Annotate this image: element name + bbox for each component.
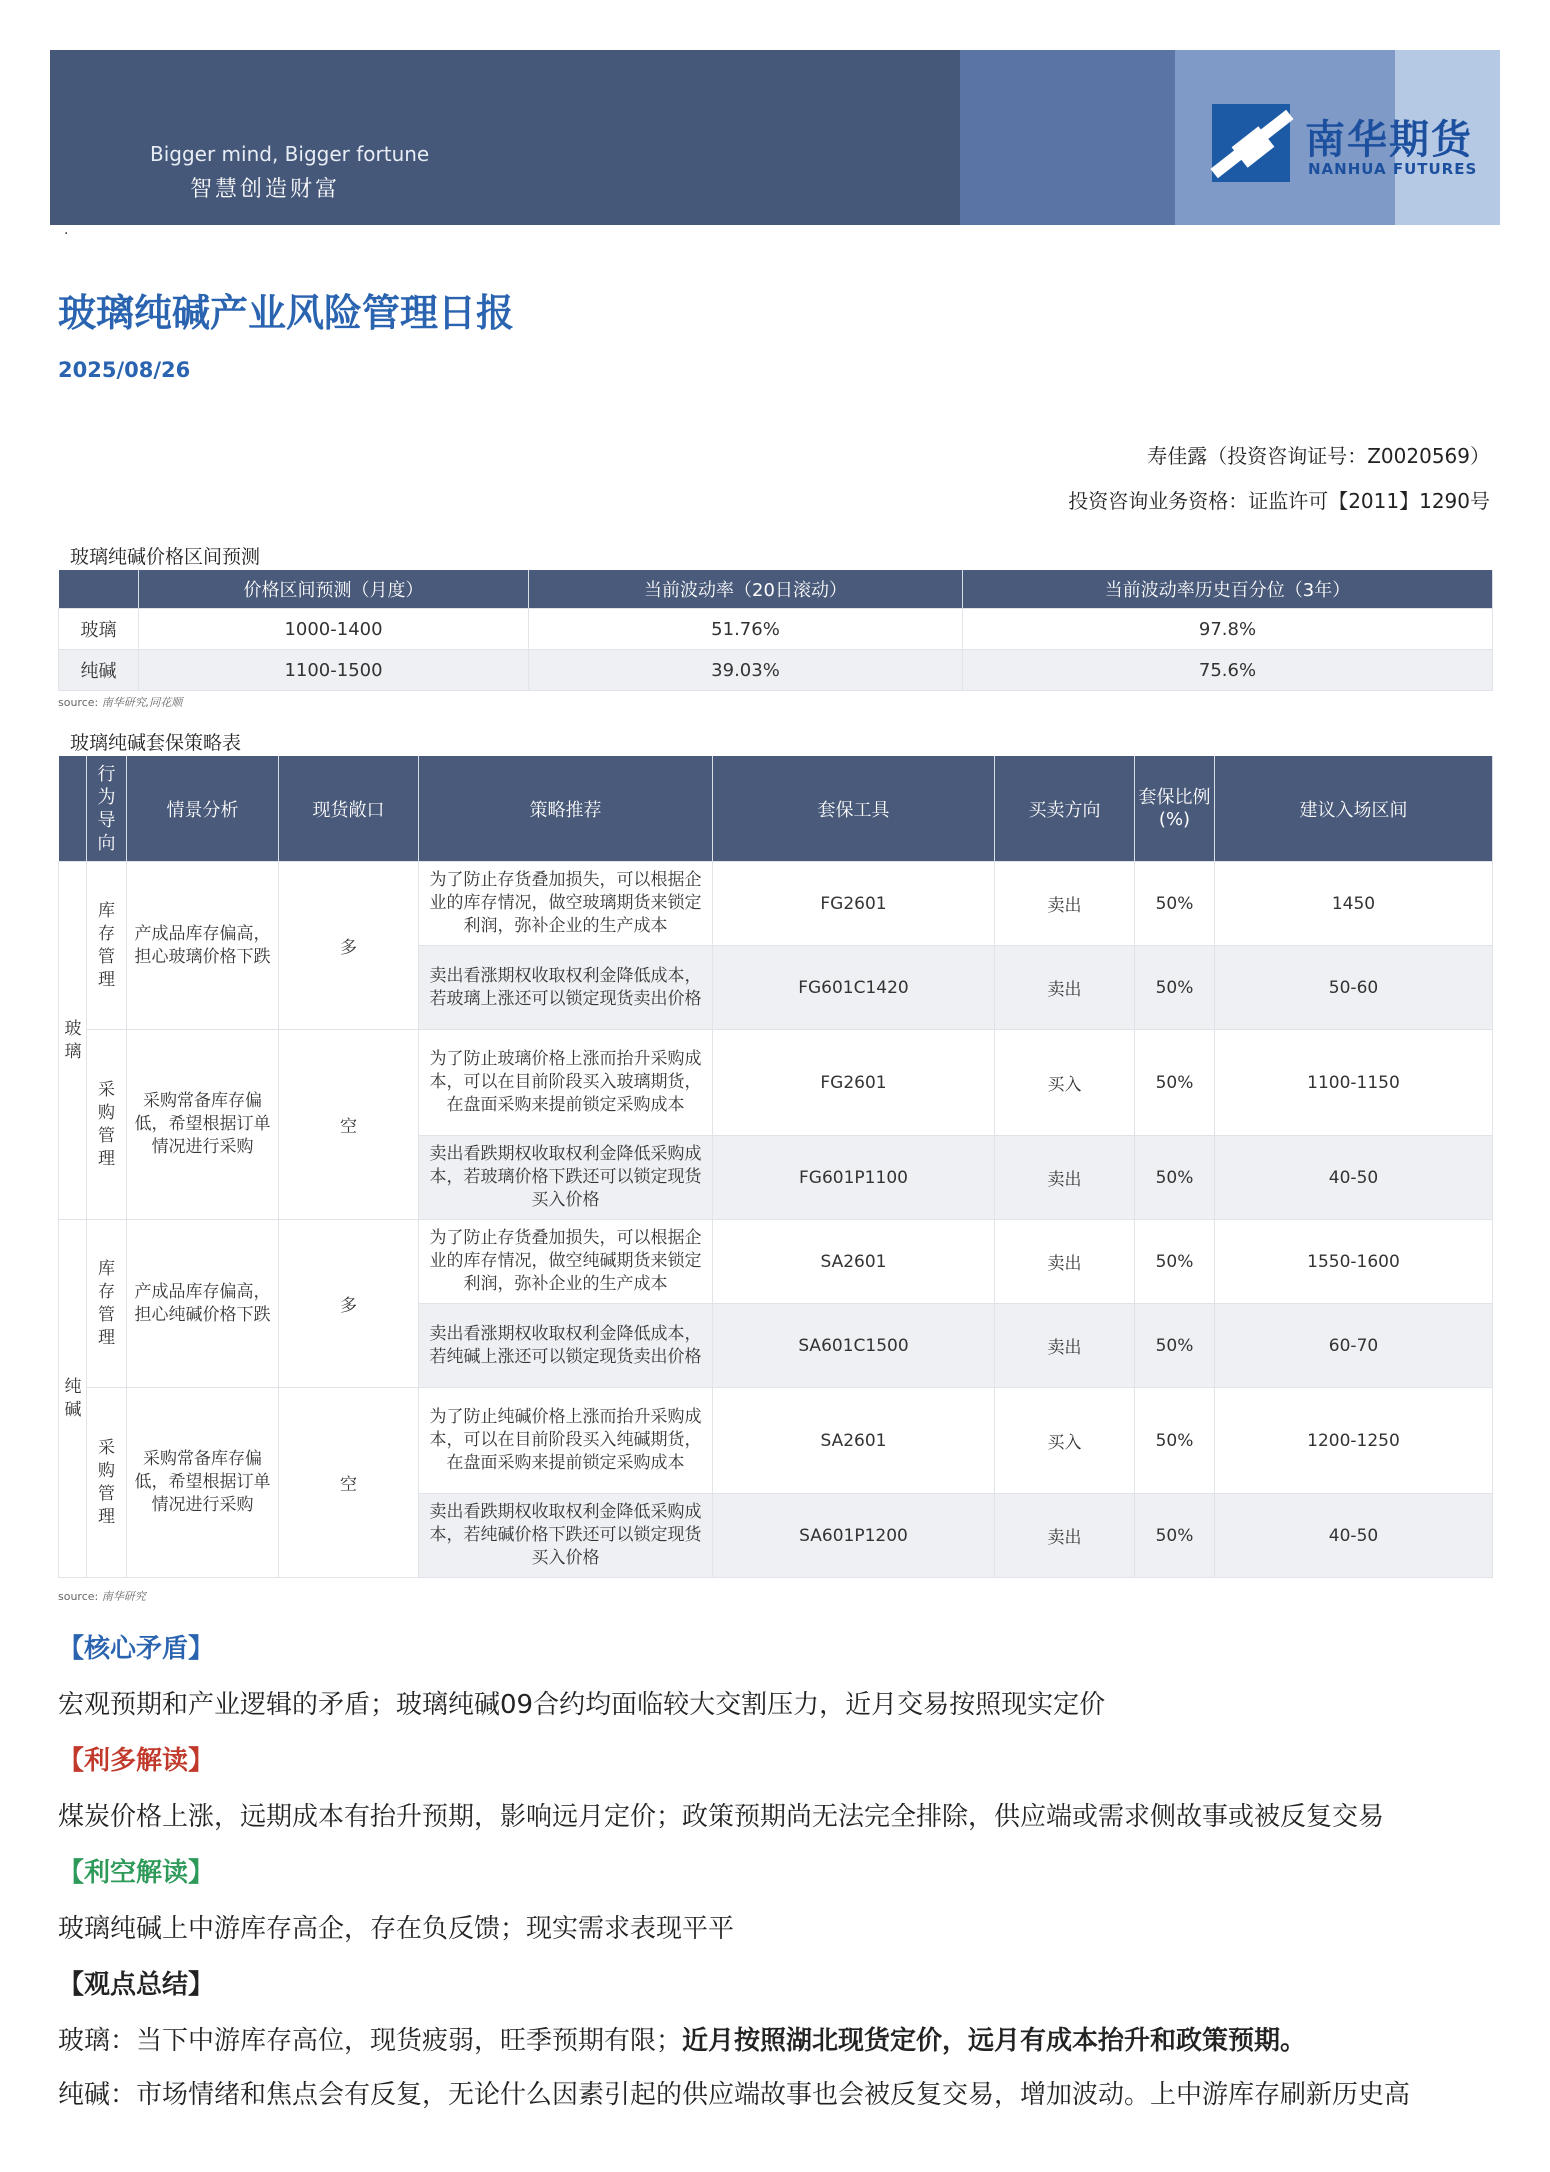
exposure-cell: 多: [279, 862, 419, 1030]
table-header: 行为导向: [87, 756, 127, 862]
behavior-cell: 库存管理: [87, 1220, 127, 1388]
tool-cell: SA601C1500: [713, 1304, 995, 1388]
table-header: 情景分析: [127, 756, 279, 862]
scenario-cell: 产成品库存偏高，担心玻璃价格下跌: [127, 862, 279, 1030]
hedge-strategy-table: [58, 756, 1493, 1578]
table-row: [59, 862, 1493, 946]
scenario-cell: 采购常备库存偏低，希望根据订单情况进行采购: [127, 1030, 279, 1220]
exposure-cell: 多: [279, 1220, 419, 1388]
table-header: 套保比例(%): [1135, 756, 1215, 862]
ratio-cell: 50%: [1135, 1494, 1215, 1578]
logo-text-cn: 南华期货: [1305, 117, 1473, 163]
table-header: [59, 570, 139, 609]
table-header: 策略推荐: [419, 756, 713, 862]
percentile-cell: 97.8%: [963, 609, 1493, 650]
row-label: 玻璃: [59, 609, 139, 650]
tool-cell: FG601C1420: [713, 946, 995, 1030]
tool-cell: SA601P1200: [713, 1494, 995, 1578]
slogan-en: Bigger mind, Bigger fortune: [150, 142, 430, 166]
logo-text-en: NANHUA FUTURES: [1308, 160, 1478, 178]
entry-cell: 40-50: [1215, 1494, 1493, 1578]
ratio-cell: 50%: [1135, 1388, 1215, 1494]
entry-cell: 1100-1150: [1215, 1030, 1493, 1136]
entry-cell: 60-70: [1215, 1304, 1493, 1388]
header-banner: [50, 50, 1500, 225]
scenario-cell: 采购常备库存偏低，希望根据订单情况进行采购: [127, 1388, 279, 1578]
price-table-source: source: 南华研究,同花顺: [58, 696, 183, 709]
row-label: 纯碱: [59, 650, 139, 691]
table-header: [59, 756, 87, 862]
strategy-cell: 为了防止玻璃价格上涨而抬升采购成本，可以在目前阶段买入玻璃期货，在盘面采购来提前锁定采购成本: [419, 1030, 713, 1136]
price-table-caption: 玻璃纯碱价格区间预测: [70, 546, 261, 568]
table-row: [59, 650, 1493, 691]
table-header: 建议入场区间: [1215, 756, 1493, 862]
slogan-cn: 智慧创造财富: [190, 177, 341, 202]
tool-cell: FG601P1100: [713, 1136, 995, 1220]
price-range-cell: 1100-1500: [139, 650, 529, 691]
bullish-text: 煤炭价格上涨，远期成本有抬升预期，影响远月定价；政策预期尚无法完全排除，供应端或需求侧故事或被反复交易: [58, 1802, 1385, 1832]
core-conflict-text: 宏观预期和产业逻辑的矛盾；玻璃纯碱09合约均面临较大交割压力，近月交易按照现实定价: [58, 1690, 1106, 1720]
direction-cell: 卖出: [995, 1220, 1135, 1304]
tool-cell: SA2601: [713, 1220, 995, 1304]
product-cell: 玻璃: [59, 862, 87, 1220]
strategy-cell: 为了防止纯碱价格上涨而抬升采购成本，可以在目前阶段买入纯碱期货，在盘面采购来提前锁定采购成本: [419, 1388, 713, 1494]
ratio-cell: 50%: [1135, 862, 1215, 946]
report-title: 玻璃纯碱产业风险管理日报: [58, 291, 515, 335]
table-row: [59, 1388, 1493, 1494]
entry-cell: 50-60: [1215, 946, 1493, 1030]
behavior-cell: 采购管理: [87, 1388, 127, 1578]
nanhua-logo-icon: [1212, 104, 1290, 182]
table-header: 现货敞口: [279, 756, 419, 862]
strategy-cell: 卖出看跌期权收取权利金降低采购成本，若纯碱价格下跌还可以锁定现货买入价格: [419, 1494, 713, 1578]
table-header: 价格区间预测（月度）: [139, 570, 529, 609]
strategy-cell: 为了防止存货叠加损失，可以根据企业的库存情况，做空纯碱期货来锁定利润，弥补企业的生产成本: [419, 1220, 713, 1304]
tool-cell: FG2601: [713, 862, 995, 946]
product-cell: 纯碱: [59, 1220, 87, 1578]
license-line: 投资咨询业务资格：证监许可【2011】1290号: [1068, 489, 1490, 513]
direction-cell: 买入: [995, 1030, 1135, 1136]
dot-marker: ·: [64, 226, 69, 242]
price-range-cell: 1000-1400: [139, 609, 529, 650]
volatility-cell: 51.76%: [529, 609, 963, 650]
ratio-cell: 50%: [1135, 1304, 1215, 1388]
direction-cell: 卖出: [995, 1136, 1135, 1220]
table-row: [59, 1220, 1493, 1304]
ratio-cell: 50%: [1135, 1220, 1215, 1304]
entry-cell: 1200-1250: [1215, 1388, 1493, 1494]
strategy-cell: 卖出看涨期权收取权利金降低成本，若纯碱上涨还可以锁定现货卖出价格: [419, 1304, 713, 1388]
summary-heading: 【观点总结】: [58, 1970, 215, 2000]
scenario-cell: 产成品库存偏高，担心纯碱价格下跌: [127, 1220, 279, 1388]
bearish-text: 玻璃纯碱上中游库存高企，存在负反馈；现实需求表现平平: [58, 1914, 735, 1944]
price-range-table: [58, 570, 1493, 691]
behavior-cell: 采购管理: [87, 1030, 127, 1220]
author-line: 寿佳露（投资咨询证号：Z0020569）: [1147, 444, 1490, 468]
table-header: 套保工具: [713, 756, 995, 862]
direction-cell: 买入: [995, 1388, 1135, 1494]
hedge-table-caption: 玻璃纯碱套保策略表: [70, 732, 242, 754]
summary-soda: 纯碱：市场情绪和焦点会有反复，无论什么因素引起的供应端故事也会被反复交易，增加波动。上中游库存刷新历史高: [58, 2080, 1411, 2110]
bearish-heading: 【利空解读】: [58, 1858, 215, 1888]
direction-cell: 卖出: [995, 862, 1135, 946]
hedge-table-source: source: 南华研究: [58, 1590, 146, 1603]
table-header: 当前波动率历史百分位（3年）: [963, 570, 1493, 609]
behavior-cell: 库存管理: [87, 862, 127, 1030]
entry-cell: 40-50: [1215, 1136, 1493, 1220]
volatility-cell: 39.03%: [529, 650, 963, 691]
direction-cell: 卖出: [995, 1494, 1135, 1578]
tool-cell: SA2601: [713, 1388, 995, 1494]
report-date: 2025/08/26: [58, 358, 191, 382]
percentile-cell: 75.6%: [963, 650, 1493, 691]
ratio-cell: 50%: [1135, 1136, 1215, 1220]
entry-cell: 1550-1600: [1215, 1220, 1493, 1304]
summary-glass: 玻璃：当下中游库存高位，现货疲弱，旺季预期有限；近月按照湖北现货定价，远月有成本抬升和政策预期。: [58, 2026, 1307, 2056]
exposure-cell: 空: [279, 1030, 419, 1220]
strategy-cell: 卖出看涨期权收取权利金降低成本，若玻璃上涨还可以锁定现货卖出价格: [419, 946, 713, 1030]
tool-cell: FG2601: [713, 1030, 995, 1136]
strategy-cell: 卖出看跌期权收取权利金降低采购成本，若玻璃价格下跌还可以锁定现货买入价格: [419, 1136, 713, 1220]
core-conflict-heading: 【核心矛盾】: [58, 1634, 215, 1664]
exposure-cell: 空: [279, 1388, 419, 1578]
strategy-cell: 为了防止存货叠加损失，可以根据企业的库存情况，做空玻璃期货来锁定利润，弥补企业的生产成本: [419, 862, 713, 946]
entry-cell: 1450: [1215, 862, 1493, 946]
direction-cell: 卖出: [995, 946, 1135, 1030]
direction-cell: 卖出: [995, 1304, 1135, 1388]
bullish-heading: 【利多解读】: [58, 1746, 215, 1776]
table-row: [59, 1030, 1493, 1136]
ratio-cell: 50%: [1135, 946, 1215, 1030]
table-header: 买卖方向: [995, 756, 1135, 862]
ratio-cell: 50%: [1135, 1030, 1215, 1136]
table-row: [59, 609, 1493, 650]
table-header: 当前波动率（20日滚动）: [529, 570, 963, 609]
